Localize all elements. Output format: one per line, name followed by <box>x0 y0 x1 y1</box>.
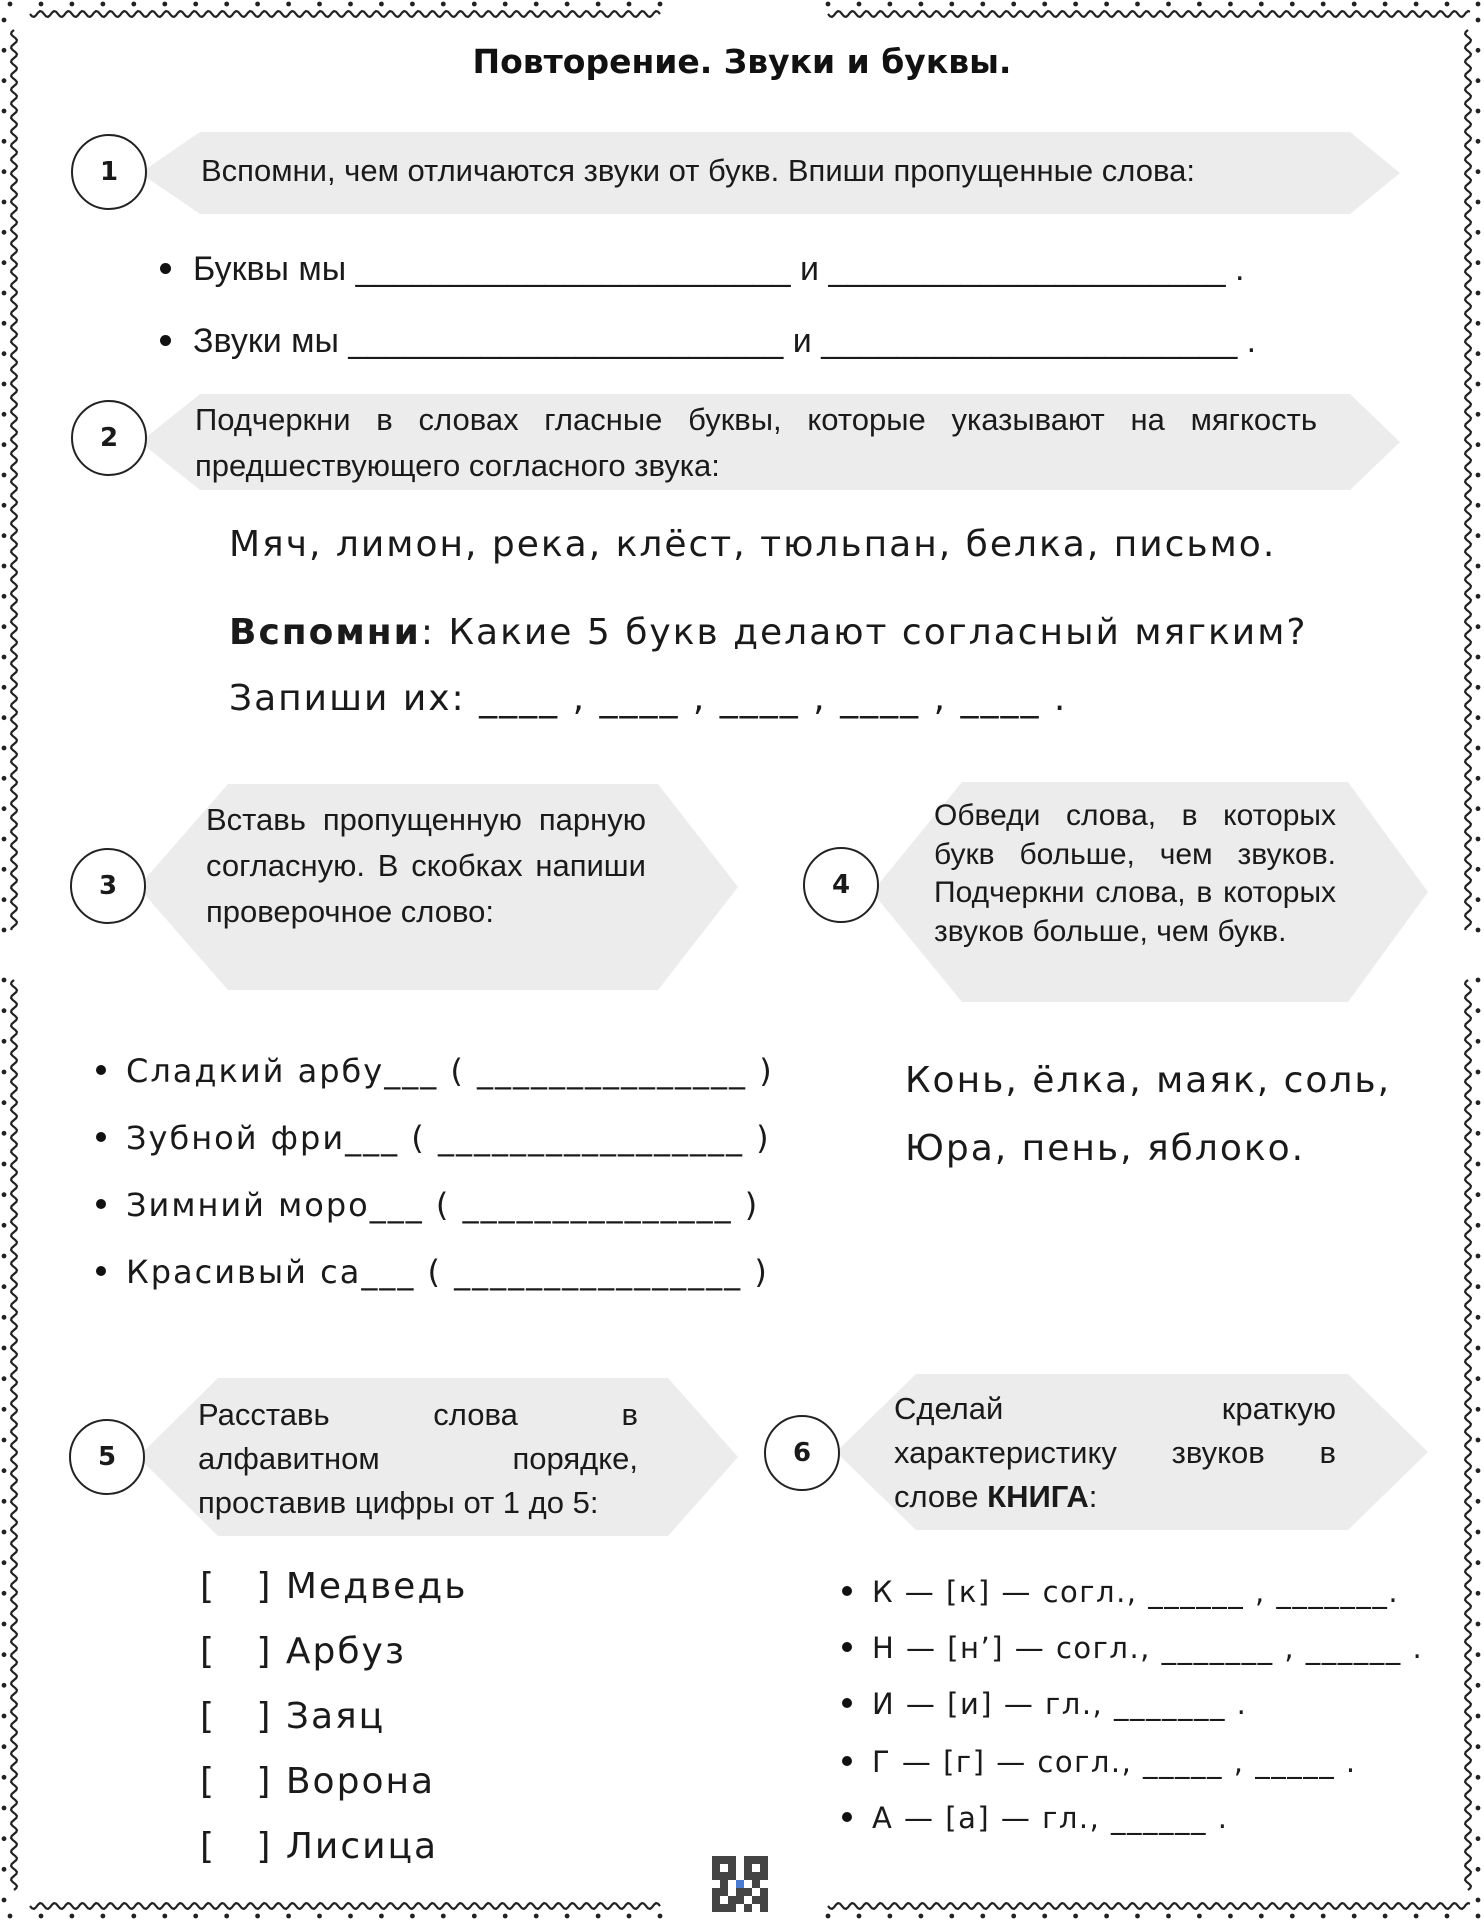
task1-line1 <box>160 250 1244 289</box>
task6-instruction-text: Сделай краткую характеристику звуков в слове <box>894 1391 1336 1514</box>
bullet-icon <box>842 1812 852 1822</box>
task5-item[interactable]: [ ] Ворона <box>200 1761 436 1802</box>
task3-item[interactable]: Зимний моро___ ( _______________ ) <box>96 1186 759 1224</box>
bullet-icon <box>160 263 171 274</box>
task6-item[interactable]: И — [и] — гл., _______ . <box>842 1687 1247 1721</box>
task6-instruction <box>894 1387 1336 1519</box>
bullet-icon <box>96 1132 106 1142</box>
bullet-icon <box>842 1586 852 1596</box>
bullet-icon <box>96 1266 106 1276</box>
task1-line2 <box>160 322 1256 361</box>
task5-number: 5 <box>69 1419 145 1495</box>
bullet-icon <box>842 1642 852 1652</box>
bullet-icon <box>96 1065 106 1075</box>
task5-instruction: Расставь слова в алфавитном порядке, проставив цифры от 1 до 5: <box>198 1397 638 1520</box>
task6-item[interactable]: Н — [н’] — согл., _______ , ______ . <box>842 1631 1423 1665</box>
task6-number: 6 <box>764 1415 840 1491</box>
task3-item[interactable]: Сладкий арбу___ ( _______________ ) <box>96 1052 774 1090</box>
qr-code-icon <box>712 1856 768 1912</box>
task5-item[interactable]: [ ] Медведь <box>200 1566 468 1607</box>
task2-number: 2 <box>71 400 147 476</box>
task3-item[interactable]: Красивый са___ ( ________________ ) <box>96 1253 769 1291</box>
task2-remember <box>229 612 1307 653</box>
task1-line1-text[interactable]: Буквы мы _______________________ и _____________________ . <box>193 250 1245 288</box>
task1-line2-text[interactable]: Звуки мы _______________________ и ______________________ . <box>193 322 1257 360</box>
task6-item[interactable]: К — [к] — согл., ______ , _______. <box>842 1575 1399 1609</box>
task4-number: 4 <box>803 847 879 923</box>
task5-item[interactable]: [ ] Лисица <box>200 1826 439 1867</box>
task5-item[interactable]: [ ] Арбуз <box>200 1631 406 1672</box>
bullet-icon <box>842 1756 852 1766</box>
task2-write-line[interactable]: Запиши их: ____ , ____ , ____ , ____ , ____ . <box>229 678 1068 719</box>
task6-item[interactable]: А — [а] — гл., ______ . <box>842 1801 1228 1835</box>
bullet-icon <box>160 335 171 346</box>
task3-item[interactable]: Зубной фри___ ( _________________ ) <box>96 1119 771 1157</box>
task2-remember-label: Вспомни <box>229 612 421 653</box>
task6-instruction-word: КНИГА <box>987 1479 1089 1514</box>
task3-instruction: Вставь пропущенную парную согласную. В скобках напиши проверочное слово: <box>206 802 646 929</box>
page-title: Повторение. Звуки и буквы. <box>472 42 1012 81</box>
bullet-icon <box>842 1698 852 1708</box>
task4-words-line1: Конь, ёлка, маяк, соль, <box>905 1060 1392 1101</box>
task1-instruction: Вспомни, чем отличаются звуки от букв. Впиши пропущенные слова: <box>201 153 1195 188</box>
task5-item[interactable]: [ ] Заяц <box>200 1696 386 1737</box>
task6-instruction-end: : <box>1088 1479 1098 1514</box>
task2-words: Мяч, лимон, река, клёст, тюльпан, белка, письмо. <box>229 524 1277 565</box>
task4-instruction: Обведи слова, в которых букв больше, чем звуков. Подчеркни слова, в которых звуков больше, чем букв. <box>934 799 1336 948</box>
bullet-icon <box>96 1199 106 1209</box>
task1-number: 1 <box>71 134 147 210</box>
task6-item[interactable]: Г — [г] — согл., _____ , _____ . <box>842 1745 1357 1779</box>
task3-number: 3 <box>70 848 146 924</box>
task4-words-line2: Юра, пень, яблоко. <box>905 1128 1306 1169</box>
task2-remember-text: : Какие 5 букв делают согласный мягким? <box>420 612 1308 653</box>
task2-instruction: Подчеркни в словах гласные буквы, которые указывают на мягкость предшествующего согласного звука: <box>195 402 1317 483</box>
